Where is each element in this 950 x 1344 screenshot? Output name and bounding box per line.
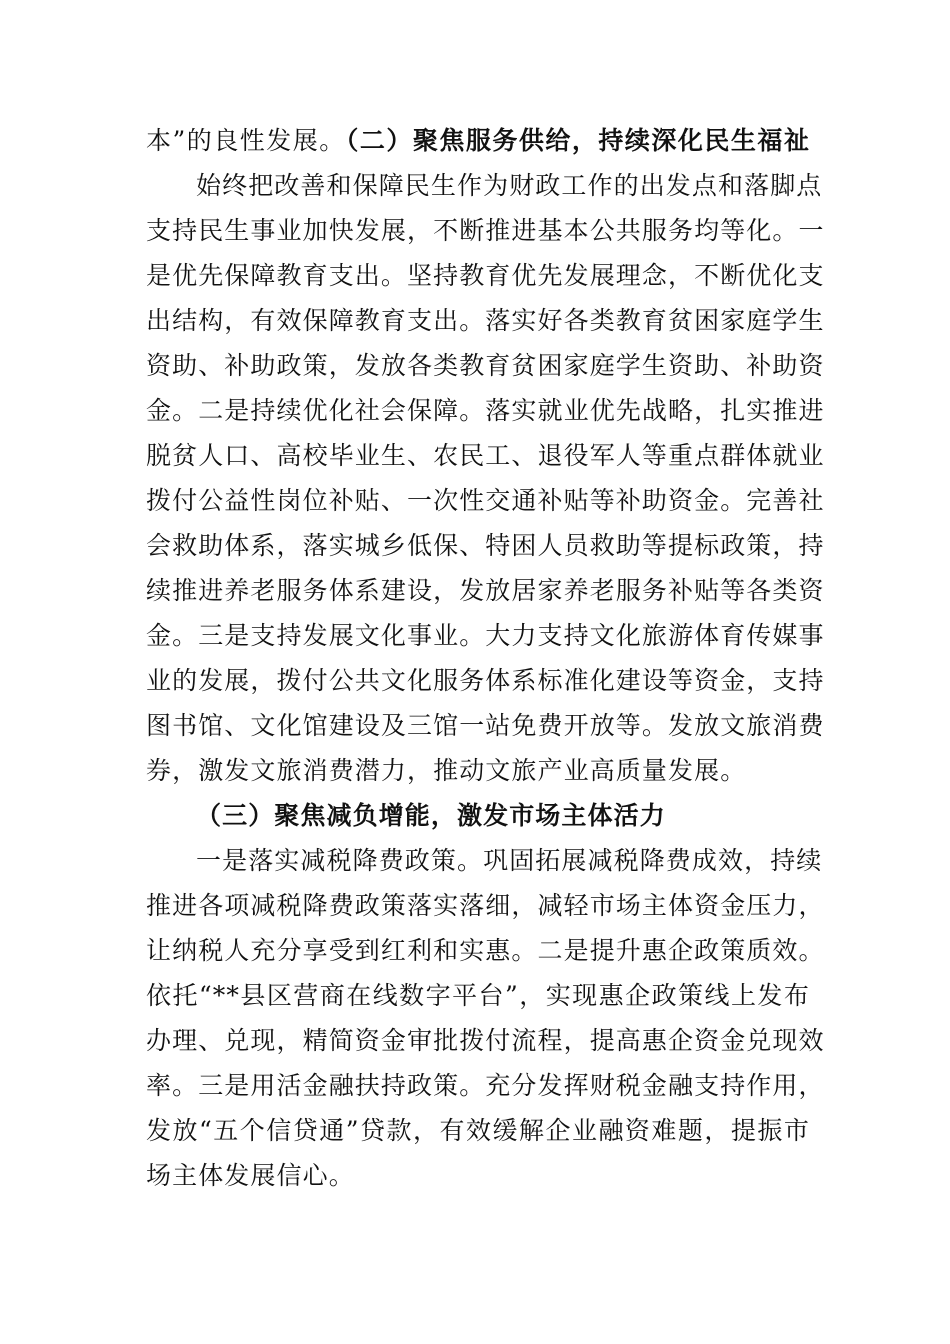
body-line-18: 推进各项减税降费政策落实落细，减轻市场主体资金压力， bbox=[146, 891, 825, 920]
body-line-2: 始终把改善和保障民生作为财政工作的出发点和落脚点 bbox=[196, 171, 823, 200]
section-heading-2: （二）聚焦服务供给，持续深化民生福祉 bbox=[345, 126, 810, 155]
paragraph-tail: 本”的良性发展。 bbox=[146, 126, 346, 155]
section-heading-3: （三）聚焦减负增能，激发市场主体活力 bbox=[196, 801, 666, 830]
body-line-9: 拨付公益性岗位补贴、一次性交通补贴等补助资金。完善社 bbox=[146, 486, 825, 515]
body-line-10: 会救助体系，落实城乡低保、特困人员救助等提标政策，持 bbox=[146, 531, 825, 560]
body-line-21: 办理、兑现，精简资金审批拨付流程，提高惠企资金兑现效 bbox=[146, 1026, 825, 1055]
document-page bbox=[146, 118, 825, 1198]
body-line-13: 业的发展，拨付公共文化服务体系标准化建设等资金，支持 bbox=[146, 666, 825, 695]
body-line-14: 图书馆、文化馆建设及三馆一站免费开放等。发放文旅消费 bbox=[146, 711, 825, 740]
body-line-22: 率。三是用活金融扶持政策。充分发挥财税金融支持作用， bbox=[146, 1071, 825, 1100]
body-line-20: 依托“**县区营商在线数字平台”，实现惠企政策线上发布 bbox=[146, 981, 810, 1010]
body-line-7: 金。二是持续优化社会保障。落实就业优先战略，扎实推进 bbox=[146, 396, 825, 425]
body-line-6: 资助、补助政策，发放各类教育贫困家庭学生资助、补助资 bbox=[146, 351, 825, 380]
body-line-3: 支持民生事业加快发展，不断推进基本公共服务均等化。一 bbox=[146, 216, 825, 245]
body-line-23: 发放“五个信贷通”贷款，有效缓解企业融资难题，提振市 bbox=[146, 1116, 810, 1145]
body-line-4: 是优先保障教育支出。坚持教育优先发展理念，不断优化支 bbox=[146, 261, 825, 290]
body-line-19: 让纳税人充分享受到红利和实惠。二是提升惠企政策质效。 bbox=[146, 936, 825, 965]
body-line-24: 场主体发展信心。 bbox=[146, 1161, 355, 1190]
body-line-5: 出结构，有效保障教育支出。落实好各类教育贫困家庭学生 bbox=[146, 306, 825, 335]
body-line-15: 券，激发文旅消费潜力，推动文旅产业高质量发展。 bbox=[146, 756, 747, 785]
body-line-11: 续推进养老服务体系建设，发放居家养老服务补贴等各类资 bbox=[146, 576, 825, 605]
body-line-8: 脱贫人口、高校毕业生、农民工、退役军人等重点群体就业 bbox=[146, 441, 825, 470]
body-line-17: 一是落实减税降费政策。巩固拓展减税降费成效，持续 bbox=[196, 846, 823, 875]
body-line-12: 金。三是支持发展文化事业。大力支持文化旅游体育传媒事 bbox=[146, 621, 825, 650]
body-line-1 bbox=[146, 118, 810, 163]
